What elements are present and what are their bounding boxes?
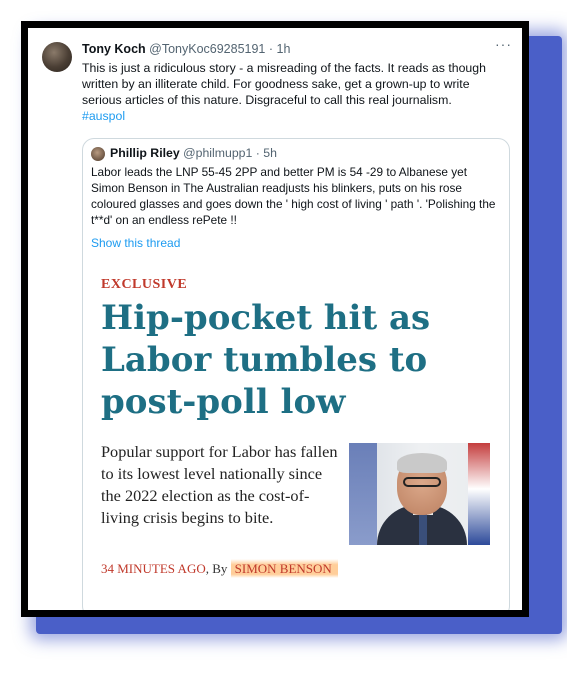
article-headline: Hip-pocket hit as Labor tumbles to post-poll low [101, 298, 431, 422]
quoted-time: · 5h [255, 146, 277, 160]
quoted-header [110, 146, 277, 160]
photo-hair [397, 453, 447, 473]
quoted-author-name: Phillip Riley [110, 146, 180, 160]
screenshot-frame [21, 21, 529, 617]
author-name[interactable]: Tony Koch [82, 42, 146, 56]
tweet-time[interactable]: · 1h [268, 42, 291, 56]
flag-left [349, 443, 377, 545]
byline-by: , By [205, 561, 231, 576]
show-thread-link[interactable]: Show this thread [91, 236, 181, 250]
tweet-card [28, 28, 522, 610]
article-photo [349, 443, 490, 545]
more-options-icon[interactable]: ··· [495, 36, 512, 52]
article-standfirst: Popular support for Labor has fallen to its lowest level nationally since the 2022 election as the cost-of-living crisis begins to bite. [101, 442, 338, 527]
quoted-text: Labor leads the LNP 55-45 2PP and better PM is 54 -29 to Albanese yet Simon Benson in The Australian readjusts his blinkers, puts on his rose coloured glasses and goes down the ' high cost of living ' path '. 'Polishing the t**d' on an endless rePete !! [91, 165, 496, 227]
flag-right [468, 443, 490, 545]
photo-glasses [403, 477, 441, 487]
tweet-header [82, 42, 512, 56]
photo-tie [419, 511, 427, 545]
quoted-avatar [91, 147, 105, 161]
article-kicker: EXCLUSIVE [101, 277, 188, 292]
author-handle[interactable]: @TonyKoc69285191 [149, 42, 266, 56]
article-byline [101, 561, 338, 577]
quoted-author-handle: @philmupp1 [183, 146, 253, 160]
avatar[interactable] [42, 42, 72, 72]
hashtag-link[interactable]: #auspol [82, 109, 126, 123]
tweet-text: This is just a ridiculous story - a misreading of the facts. It reads as though written by an illiterate child. For goodness sake, get a grown-up to write serious articles of this nature. Disgraceful to call this real journalism. [82, 61, 486, 107]
quoted-tweet[interactable] [82, 138, 510, 610]
tweet-text-container [82, 60, 502, 124]
article-author: SIMON BENSON [231, 559, 338, 578]
article-image [83, 257, 509, 610]
article-time: 34 MINUTES AGO [101, 561, 206, 576]
